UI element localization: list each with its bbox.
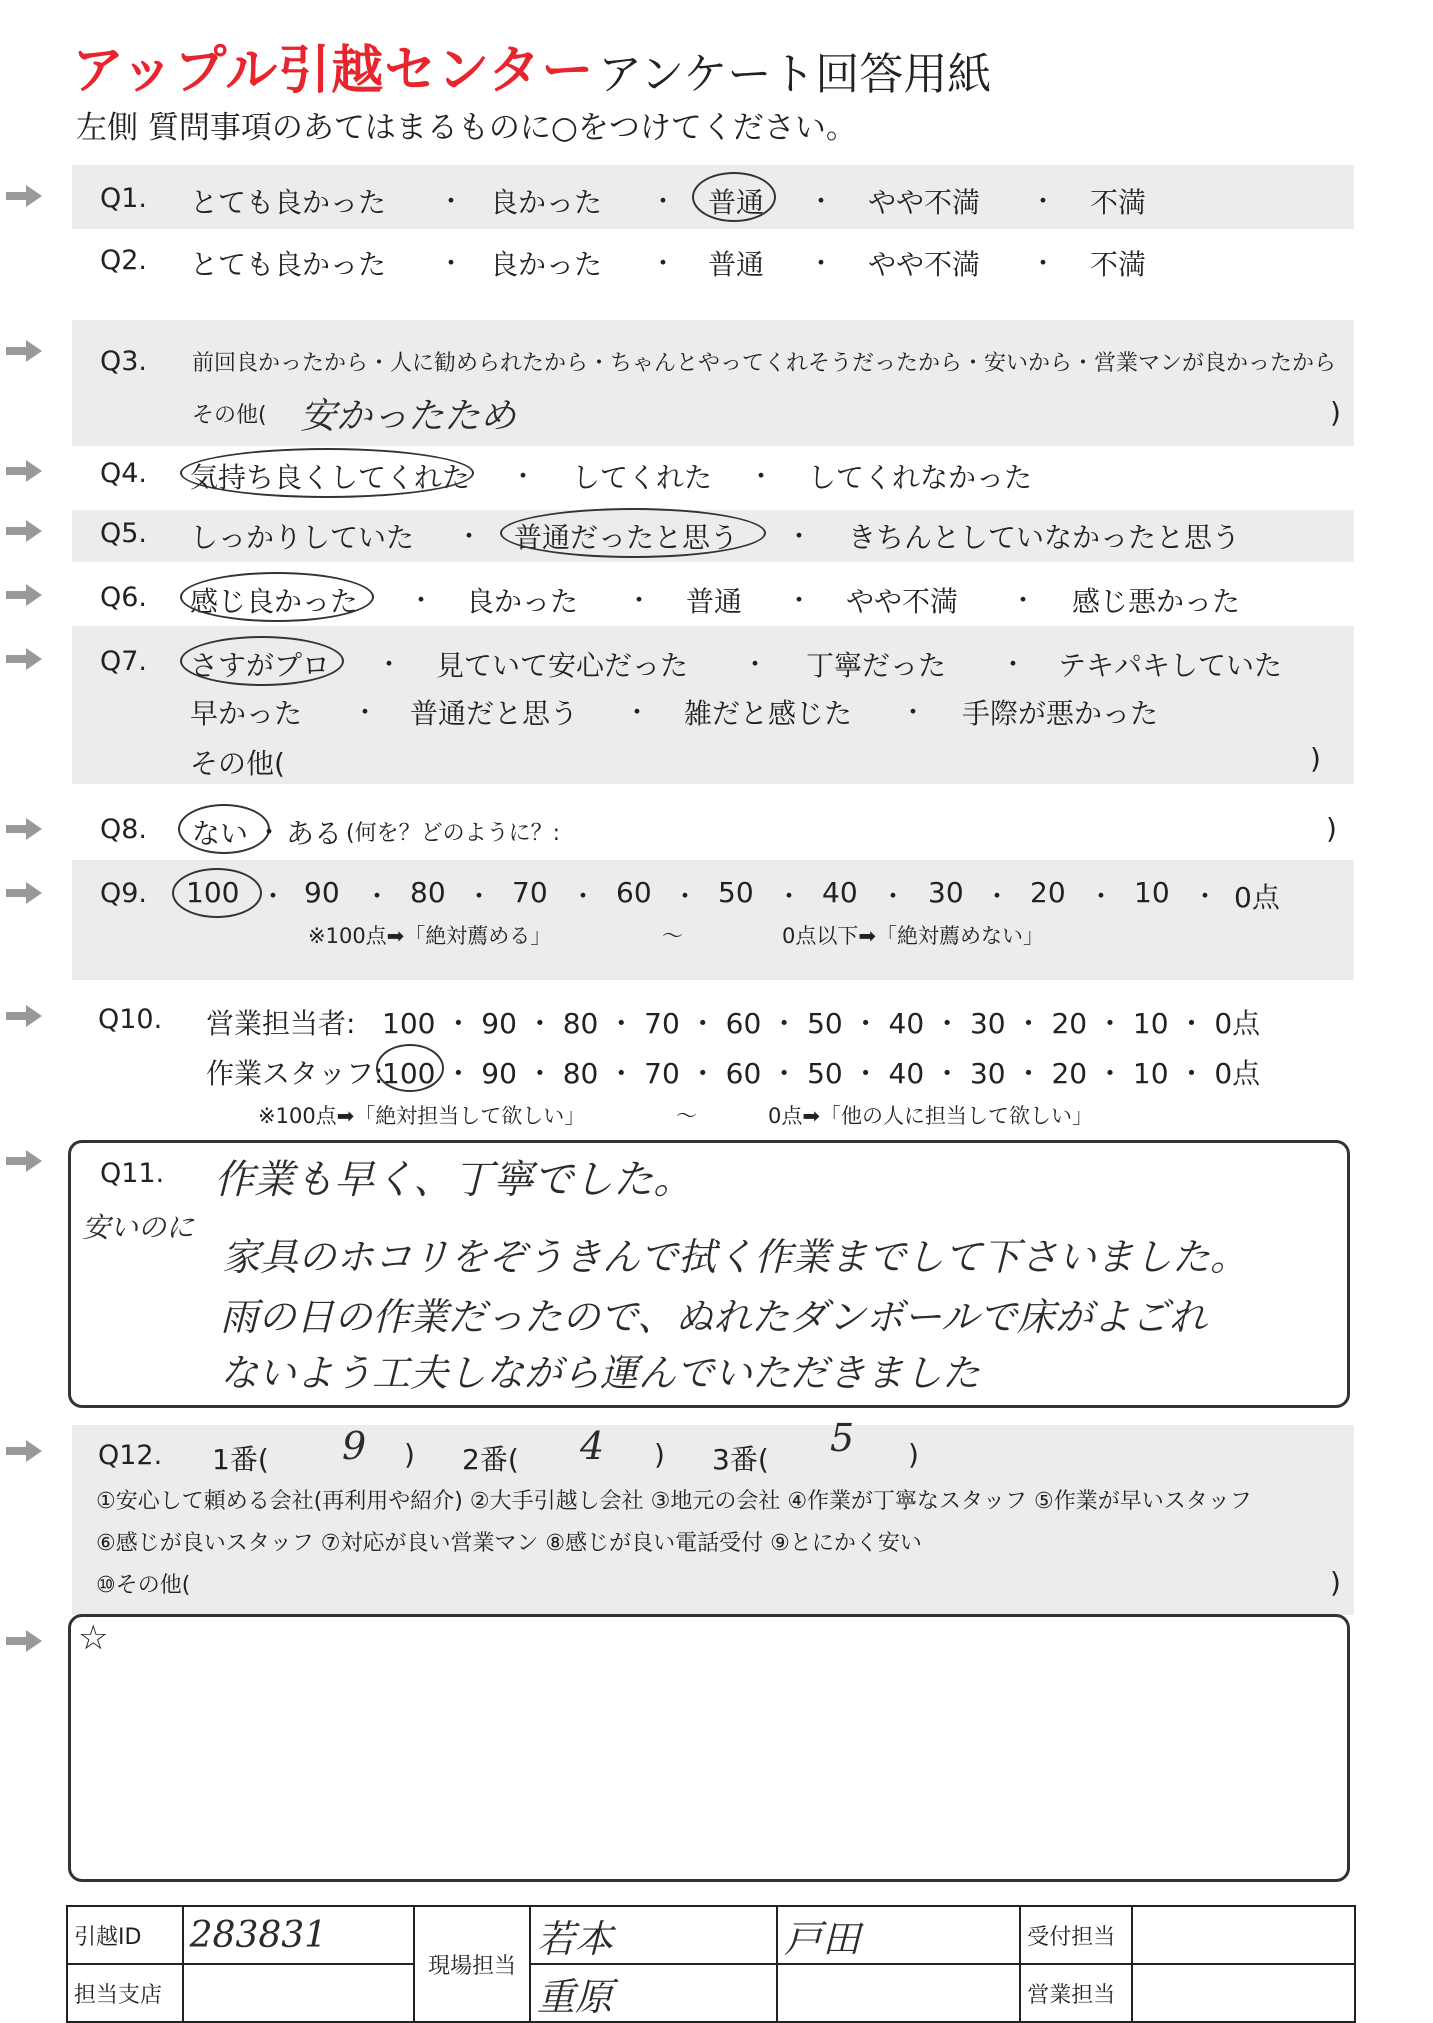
arrow-icon	[6, 648, 42, 670]
q9-option[interactable]: 10	[1134, 876, 1170, 909]
separator: ・	[1095, 1057, 1133, 1090]
separator: ・	[1014, 1007, 1052, 1040]
q7-option[interactable]: 普通だと思う	[410, 697, 579, 730]
q4-option[interactable]: してくれた	[572, 461, 713, 494]
q2-option[interactable]: とても良かった	[190, 248, 387, 281]
arrow-icon	[6, 1005, 42, 1027]
q9-note-right: 0点以下➡「絶対薦めない」	[782, 924, 1044, 948]
q6-option[interactable]: 感じ悪かった	[1072, 585, 1241, 618]
q12-rank1-value[interactable]: 9	[342, 1424, 367, 1468]
q10-staff-option[interactable]: 20	[1051, 1057, 1088, 1090]
branch-value[interactable]	[183, 1964, 415, 2022]
separator: ・	[786, 586, 813, 616]
q9-label: Q9.	[100, 878, 148, 909]
q10-label: Q10.	[98, 1004, 163, 1035]
arrow-icon	[6, 340, 42, 362]
q4-option-selected[interactable]: 気持ち良くしてくれた	[190, 461, 471, 494]
separator: ・	[1014, 1057, 1052, 1090]
arrow-icon	[6, 185, 42, 207]
q9-option[interactable]: 50	[718, 876, 754, 909]
separator: ・	[770, 1007, 808, 1040]
q9-option[interactable]: 0点	[1234, 881, 1280, 914]
q12-other-close: )	[1330, 1566, 1341, 1599]
q1-option-selected[interactable]: 普通	[708, 186, 765, 219]
site-value-3[interactable]: 戸田	[777, 1906, 1020, 1964]
q12-label: Q12.	[98, 1440, 163, 1471]
q3-other-value[interactable]: 安かったため	[300, 396, 517, 437]
instruction-text: 左側 質問事項のあてはまるものに○をつけてください。	[76, 110, 857, 146]
separator: ・	[1088, 882, 1115, 912]
separator: ・	[466, 882, 493, 912]
site-value-1[interactable]: 若本	[530, 1906, 777, 1964]
q9-option[interactable]: 80	[410, 876, 446, 909]
q10-note-right: 0点➡「他の人に担当して欲しい」	[768, 1104, 1093, 1128]
q1-option[interactable]: やや不満	[868, 186, 981, 219]
q10-sales-option[interactable]: 30	[969, 1007, 1006, 1040]
separator: ・	[607, 1007, 645, 1040]
q9-option[interactable]: 30	[928, 876, 964, 909]
q10-staff-option[interactable]: 0点	[1214, 1057, 1261, 1090]
separator: ・	[444, 1057, 482, 1090]
arrow-icon	[6, 1630, 42, 1652]
separator: ・	[438, 187, 465, 217]
q6-option[interactable]: 普通	[686, 585, 743, 618]
q7-option[interactable]: 雑だと感じた	[684, 697, 853, 730]
q12-close: )	[654, 1438, 665, 1471]
q10-staff-option[interactable]: 10	[1132, 1057, 1169, 1090]
q6-option[interactable]: 良かった	[466, 585, 579, 618]
separator: ・	[626, 586, 653, 616]
separator: ・	[438, 249, 465, 279]
separator: ・	[1030, 249, 1057, 279]
separator: ・	[1177, 1057, 1215, 1090]
q8-label: Q8.	[100, 814, 148, 845]
q10-staff-option[interactable]: 70	[644, 1057, 680, 1090]
q6-option[interactable]: やや不満	[846, 585, 959, 618]
separator: ・	[933, 1057, 970, 1090]
separator: ・	[525, 1057, 563, 1090]
q10-sales-option[interactable]: 20	[1051, 1007, 1088, 1040]
separator: ・	[510, 462, 537, 492]
q10-sales-option[interactable]: 10	[1132, 1007, 1169, 1040]
separator: ・	[364, 882, 391, 912]
separator: ・	[851, 1007, 889, 1040]
q3-label: Q3.	[100, 346, 148, 377]
separator: ・	[650, 249, 677, 279]
move-id-label: 引越ID	[67, 1906, 183, 1964]
q5-option-selected[interactable]: 普通だったと思う	[514, 521, 739, 554]
q10-sales-option[interactable]: 60	[725, 1007, 762, 1040]
selection-circle	[172, 868, 262, 918]
separator: ・	[688, 1007, 726, 1040]
q11-label: Q11.	[100, 1158, 165, 1189]
q3-close: )	[1330, 396, 1341, 429]
q1-label: Q1.	[100, 183, 148, 214]
q6-option-selected[interactable]: 感じ良かった	[190, 585, 359, 618]
q10-sales-row[interactable]	[382, 1002, 1260, 1042]
q6-label: Q6.	[100, 582, 148, 613]
q11-line: ないよう工夫しながら運んでいただきました	[220, 1351, 981, 1395]
q12-choices-line: ①安心して頼める会社(再利用や紹介) ②大手引越し会社 ③地元の会社 ④作業が丁寧なスタッフ ⑤作業が早いスタッフ	[96, 1489, 1252, 1514]
q10-sales-label: 営業担当者:	[206, 1007, 356, 1040]
separator: ・	[672, 882, 699, 912]
q10-sales-option[interactable]: 0点	[1214, 1007, 1261, 1040]
q7-label: Q7.	[100, 646, 148, 677]
q9-option[interactable]: 90	[304, 876, 340, 909]
q2-option[interactable]: 良かった	[490, 248, 603, 281]
separator: ・	[880, 882, 907, 912]
branch-label: 担当支店	[67, 1964, 183, 2022]
arrow-icon	[6, 1440, 42, 1462]
q12-choices-line: ⑩その他(	[96, 1573, 191, 1598]
q7-close: )	[1310, 742, 1321, 775]
separator: ・	[1192, 882, 1219, 912]
separator: ・	[786, 522, 813, 552]
separator: ・	[933, 1007, 970, 1040]
q10-tilde: 〜	[676, 1104, 697, 1128]
q12-close: )	[908, 1438, 919, 1471]
separator: ・	[376, 650, 403, 680]
q1-option[interactable]: とても良かった	[190, 186, 387, 219]
separator: ・	[624, 698, 651, 728]
q12-rank1-label: 1番(	[212, 1443, 269, 1476]
q1-option[interactable]: 不満	[1090, 186, 1147, 219]
q10-staff-row[interactable]	[382, 1052, 1260, 1092]
arrow-icon	[6, 818, 42, 840]
q10-staff-option[interactable]: 40	[888, 1057, 925, 1090]
q8-option[interactable]: ある	[286, 817, 343, 850]
selection-circle	[692, 172, 776, 222]
selection-circle	[180, 448, 474, 498]
q5-label: Q5.	[100, 518, 148, 549]
q7-option[interactable]: 早かった	[190, 697, 303, 730]
q10-sales-option[interactable]: 90	[481, 1007, 517, 1040]
separator: ・	[408, 586, 435, 616]
info-table	[66, 1905, 1356, 2023]
arrow-icon	[6, 1150, 42, 1172]
q10-sales-option[interactable]: 40	[888, 1007, 925, 1040]
star-icon: ☆	[78, 1618, 109, 1658]
q10-sales-option[interactable]: 80	[562, 1007, 599, 1040]
separator: ・	[851, 1057, 889, 1090]
separator: ・	[256, 818, 283, 848]
q9-option[interactable]: 70	[512, 876, 548, 909]
q10-sales-option[interactable]: 70	[644, 1007, 680, 1040]
q9-option[interactable]: 20	[1030, 876, 1066, 909]
separator: ・	[776, 882, 803, 912]
q9-option[interactable]: 40	[822, 876, 858, 909]
selection-circle	[180, 636, 344, 686]
q9-option[interactable]: 60	[616, 876, 652, 909]
selection-circle	[180, 572, 374, 622]
site-value-2[interactable]: 重原	[530, 1964, 777, 2022]
q11-margin-note: 安いのに	[82, 1211, 195, 1244]
separator: ・	[650, 187, 677, 217]
reception-value[interactable]	[1132, 1906, 1355, 1964]
q2-option[interactable]: 普通	[708, 248, 765, 281]
q5-option[interactable]: きちんとしていなかったと思う	[848, 521, 1241, 554]
q2-label: Q2.	[100, 245, 148, 276]
q7-option[interactable]: テキパキしていた	[1058, 649, 1283, 682]
separator: ・	[456, 522, 483, 552]
q12-choices-line: ⑥感じが良いスタッフ ⑦対応が良い営業マン ⑧感じが良い電話受付 ⑨とにかく安い	[96, 1531, 922, 1556]
q7-option[interactable]: 見ていて安心だった	[436, 649, 689, 682]
q9-option-selected[interactable]: 100	[186, 876, 240, 909]
q3-other-label: その他(	[192, 403, 267, 428]
q11-line: 作業も早く、丁寧でした。	[214, 1157, 694, 1203]
q8-close: )	[1326, 812, 1337, 845]
q1-option[interactable]: 良かった	[490, 186, 603, 219]
separator: ・	[1095, 1007, 1133, 1040]
site-value-4[interactable]	[777, 1964, 1020, 2022]
separator: ・	[984, 882, 1011, 912]
q9-note-left: ※100点➡「絶対薦める」	[308, 924, 552, 948]
separator: ・	[1010, 586, 1037, 616]
q7-other-label: その他(	[190, 747, 285, 780]
move-id-value[interactable]: 283831	[183, 1906, 415, 1964]
separator: ・	[444, 1007, 482, 1040]
q12-rank3-value[interactable]: 5	[830, 1416, 855, 1460]
separator: ・	[1000, 650, 1027, 680]
q10-staff-option-selected[interactable]: 100	[382, 1057, 436, 1090]
separator: ・	[900, 698, 927, 728]
selection-circle	[500, 508, 766, 558]
q10-staff-label: 作業スタッフ:	[206, 1057, 384, 1090]
separator: ・	[525, 1007, 563, 1040]
q10-staff-option[interactable]: 30	[969, 1057, 1006, 1090]
q11-line: 雨の日の作業だったので、ぬれたダンボールで床がよごれ	[220, 1295, 1207, 1339]
q7-option-selected[interactable]: さすがプロ	[190, 649, 331, 682]
arrow-icon	[6, 584, 42, 606]
separator: ・	[748, 462, 775, 492]
form-subtitle: アンケート回答用紙	[598, 49, 992, 100]
separator: ・	[607, 1057, 645, 1090]
separator: ・	[808, 249, 835, 279]
separator: ・	[260, 882, 287, 912]
q11-line: 家具のホコリをぞうきんで拭く作業までして下さいました。	[222, 1235, 1249, 1279]
separator: ・	[570, 882, 597, 912]
q7-option[interactable]: 手際が悪かった	[962, 697, 1159, 730]
q2-option[interactable]: 不満	[1090, 248, 1147, 281]
reception-label: 受付担当	[1020, 1906, 1132, 1964]
q5-option[interactable]: しっかりしていた	[190, 521, 415, 554]
separator: ・	[688, 1057, 726, 1090]
q10-staff-option[interactable]: 90	[481, 1057, 517, 1090]
q10-staff-option[interactable]: 80	[562, 1057, 599, 1090]
q10-note-left: ※100点➡「絶対担当して欲しい」	[258, 1104, 586, 1128]
separator: ・	[808, 187, 835, 217]
separator: ・	[742, 650, 769, 680]
sales-label: 営業担当	[1020, 1964, 1132, 2022]
q12-close: )	[404, 1438, 415, 1471]
arrow-icon	[6, 520, 42, 542]
q10-staff-option[interactable]: 50	[807, 1057, 843, 1090]
q12-rank3-label: 3番(	[712, 1443, 769, 1476]
q8-option-selected[interactable]: ない	[192, 817, 249, 850]
q10-sales-option[interactable]: 100	[382, 1007, 436, 1040]
selection-circle	[376, 1044, 444, 1092]
q8-prompt: (何を？どのように？:	[346, 821, 560, 846]
separator: ・	[352, 698, 379, 728]
q3-options[interactable]: 前回良かったから・人に勧められたから・ちゃんとやってくれそうだったから・安いから・営業マンが良かったから	[192, 351, 1337, 376]
brand-title: アップル引越センター	[72, 41, 595, 101]
q12-rank2-label: 2番(	[462, 1443, 519, 1476]
free-comment-box[interactable]	[68, 1614, 1350, 1882]
separator: ・	[770, 1057, 808, 1090]
q7-option[interactable]: 丁寧だった	[806, 649, 947, 682]
site-label: 現場担当	[414, 1906, 530, 2022]
q12-rank2-value[interactable]: 4	[580, 1424, 605, 1468]
q10-sales-option[interactable]: 50	[807, 1007, 843, 1040]
q2-option[interactable]: やや不満	[868, 248, 981, 281]
arrow-icon	[6, 882, 42, 904]
q10-staff-option[interactable]: 60	[725, 1057, 762, 1090]
separator: ・	[1177, 1007, 1215, 1040]
sales-value[interactable]	[1132, 1964, 1355, 2022]
arrow-icon	[6, 460, 42, 482]
q9-tilde: 〜	[662, 924, 683, 948]
q4-label: Q4.	[100, 458, 148, 489]
q4-option[interactable]: してくれなかった	[808, 461, 1033, 494]
separator: ・	[1030, 187, 1057, 217]
